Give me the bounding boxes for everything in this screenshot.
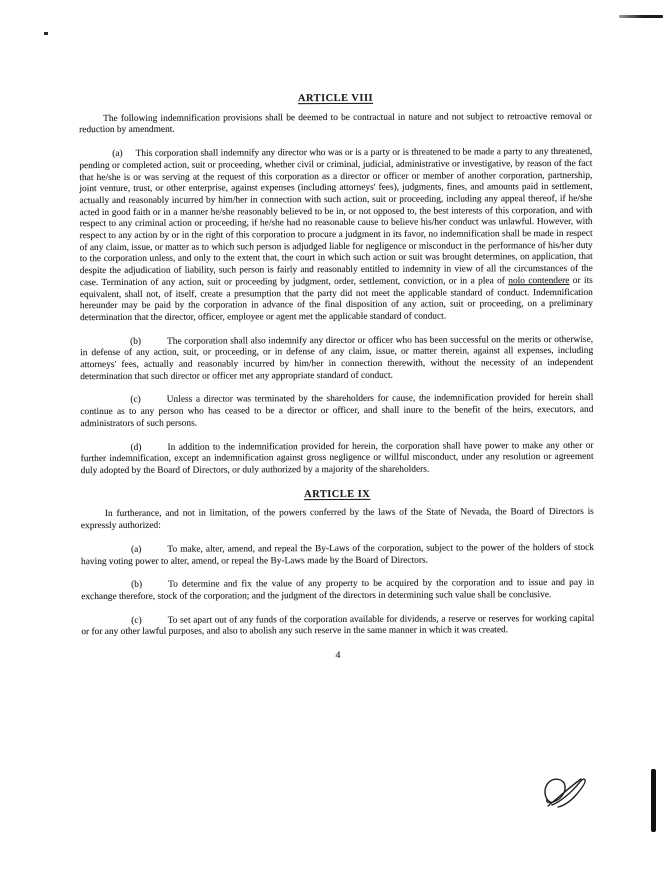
paragraph-b xyxy=(81,578,594,604)
paragraph-text: The following indemnification provisions shall be deemed to be contractual in nature and not subject to retroactive removal or reduction by amendment. xyxy=(79,111,593,136)
signature-initials xyxy=(538,772,592,818)
paragraph-intro xyxy=(81,507,594,533)
paragraph-c xyxy=(80,393,593,430)
paragraph-text: Unless a director was terminated by the shareholders for cause, the indemnification provided for herein shall continue as to any person who has ceased to be a director or officer, and shall inure to the benefit of the heirs, executors, and administrators of such persons. xyxy=(80,393,594,429)
paragraph-d xyxy=(81,440,594,477)
articles-container xyxy=(79,92,594,639)
article-heading xyxy=(79,92,592,107)
scan-dash-mark xyxy=(619,15,663,18)
paragraph-b xyxy=(80,335,593,384)
paragraph-text: The corporation shall also indemnify any director or officer who has been successful on the merits or otherwise, in defense of any action, suit, or proceeding, or in defense of any claim, issue, or matter therein, against all expenses, including attorneys' fees, actually and reasonably incurred by him/her in connection therewith, without the necessity of an independent determination that such director or officer met any appropriate standard of conduct. xyxy=(80,334,594,382)
article-heading-text: ARTICLE VIII xyxy=(297,92,374,105)
paragraph-label: (c) xyxy=(130,395,141,406)
paragraph-label: (a) xyxy=(112,149,123,160)
paragraph-label: (d) xyxy=(130,442,142,453)
paragraph-intro xyxy=(79,112,592,138)
paragraph-text: In addition to the indemnification provided for herein, the corporation shall have power to make any other or further indemnification, except an indemnification against gross negligence or willful misconduct, under any resolution or agreement duly adopted by the Board of Directors, or duly authorized by a majority of the shareholders. xyxy=(80,440,594,477)
article-heading-text: ARTICLE IX xyxy=(304,488,371,500)
article-heading xyxy=(81,488,594,503)
paragraph-a xyxy=(79,147,593,325)
paragraph-text: To determine and fix the value of any property to be acquired by the corporation and to issue and pay in exchange therefore, stock of the corporation; and the judgment of the directors in determining such value shall be conclusive. xyxy=(81,578,595,603)
paragraph-text: or its equivalent, shall not, of itself, create a presumption that the party did not meet the applicable standard of conduct. Indemnification hereunder may be paid by the corporation in advance of the final disposition of any action, suit or proceeding, on a preliminary determination that the director, officer, employee or agent met the applicable standard of conduct. xyxy=(79,275,593,324)
paragraph-label: (c) xyxy=(131,615,142,626)
scan-speck xyxy=(44,32,48,35)
paragraph-label: (a) xyxy=(130,544,142,555)
document-body xyxy=(79,92,594,663)
underlined-phrase: nolo contendere xyxy=(508,275,570,287)
paragraph-label: (b) xyxy=(131,580,143,591)
paragraph-text: This corporation shall indemnify any director who was or is a party or is threatened to be made a party to any threatened, pending or completed action, suit or proceeding, whether civil or criminal, judicial, administrative or investigative, by reason of the fact that he/she is or was serving at the request of this corporation as a director or officer or member of another corporation, partnership, joint venture, trust, or other enterprise, against expenses (including attorneys' fees), judgments, fines, and amounts paid in settlement, actually and reasonably incurred by him/her in connection with such action, suit or proceeding, including any appeal thereof, if he/she acted in good faith or in a manner he/she reasonably believed to be in, or not opposed to, the best interests of this corporation, and with respect to any criminal action or proceeding, if he/she had no reasonable cause to believe his/her conduct was unlawful. However, with respect to any action by or in the right of this corporation to procure a judgment in its favor, no indemnification shall be made in respect of any claim, issue, or matter as to which such person is adjudged liable for negligence or misconduct in the performance of his/her duty to the corporation unless, and only to the extent that, the court in which such action or suit was brought determines, on application, that despite the adjudication of liability, such person is fairly and reasonably entitled to indemnity in view of all the circumstances of the case. Termination of any action, suit or proceeding by judgment, order, settlement, conviction, or in a plea of xyxy=(79,146,593,288)
paragraph-text: To make, alter, amend, and repeal the By-Laws of the corporation, subject to the power of the holders of stock having voting power to alter, amend, or repeal the By-Laws made by the Board of Directors. xyxy=(81,542,595,567)
page-number: 4 xyxy=(335,649,341,662)
scan-edge-artifact xyxy=(651,769,656,832)
paragraph-c xyxy=(81,613,594,639)
paragraph-label: (b) xyxy=(130,336,142,347)
paragraph-text: To set apart out of any funds of the corporation available for dividends, a reserve or reserves for working capital or for any other lawful purposes, and also to abolish any such reserve in the same manner in which it was created. xyxy=(81,613,595,638)
paragraph-a xyxy=(81,543,594,569)
paragraph-text: In furtherance, and not in limitation, of the powers conferred by the laws of the State of Nevada, the Board of Directors is expressly authorized: xyxy=(80,507,594,532)
